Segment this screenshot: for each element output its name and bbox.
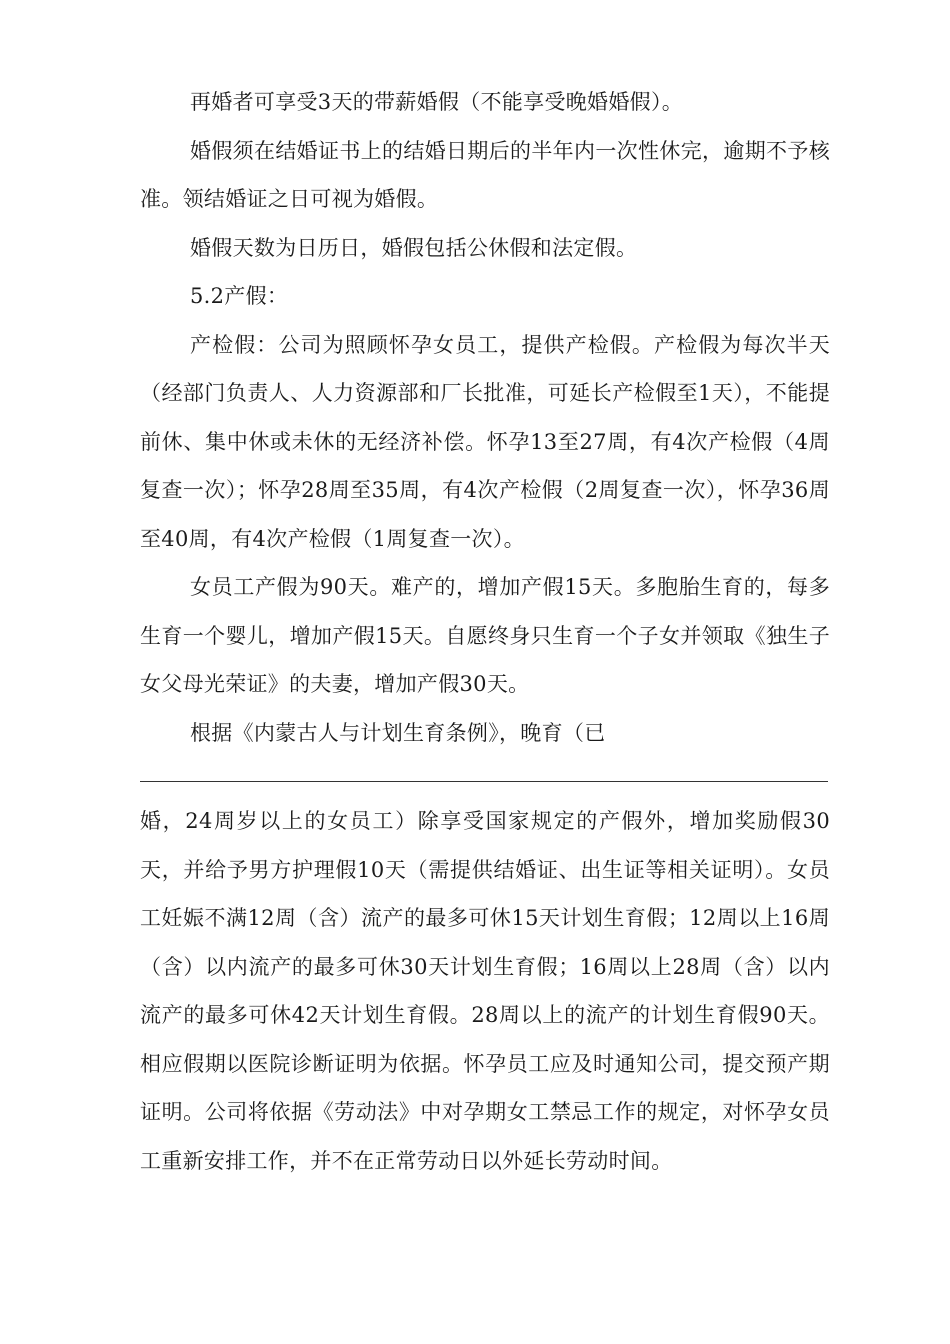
section-heading-maternity-leave: 5.2产假：	[190, 284, 289, 308]
paragraph-regulation-continued: 婚，24周岁以上的女员工）除享受国家规定的产假外，增加奖励假30天，并给予男方护理假10天（需提供结婚证、出生证等相关证明）。女员工妊娠不满12周（含）流产的最多可休15天计划生育假；12周以上16周（含）以内流产的最多可休30天计划生育假；16周以上28周（含）以内流产的最多可休42天计划生育假。28周以上的流产的计划生育假90天。相应假期以医院诊断证明为依据。怀孕员工应及时通知公司，提交预产期证明。公司将依据《劳动法》中对孕期女工禁忌工作的规定，对怀孕女员工重新安排工作，并不在正常劳动日以外延长劳动时间。	[140, 809, 830, 1173]
text-block-top	[140, 78, 830, 757]
paragraph-regulation-start: 根据《内蒙古人与计划生育条例》，晚育（已	[190, 720, 606, 745]
paragraph-marriage-leave-days: 婚假天数为日历日，婚假包括公休假和法定假。	[190, 235, 638, 260]
paragraph-prenatal-checkup-leave: 产检假：公司为照顾怀孕女员工，提供产检假。产检假为每次半天（经部门负责人、人力资源部和厂长批准，可延长产检假至1天），不能提前休、集中休或未休的无经济补偿。怀孕13至27周，有4次产检假（4周复查一次）；怀孕28周至35周，有4次产检假（2周复查一次），怀孕36周至40周，有4次产检假（1周复查一次）。	[140, 332, 830, 551]
paragraph-marriage-leave-deadline: 婚假须在结婚证书上的结婚日期后的半年内一次性休完，逾期不予核准。领结婚证之日可视为婚假。	[140, 138, 830, 211]
paragraph-maternity-leave-days: 女员工产假为90天。难产的，增加产假15天。多胞胎生育的，每多生育一个婴儿，增加产假15天。自愿终身只生育一个子女并领取《独生子女父母光荣证》的夫妻，增加产假30天。	[140, 575, 830, 696]
paragraph-remarriage-leave: 再婚者可享受3天的带薪婚假（不能享受晚婚婚假）。	[190, 90, 684, 114]
text-block-bottom	[140, 797, 830, 1185]
page-break-divider	[140, 781, 828, 782]
